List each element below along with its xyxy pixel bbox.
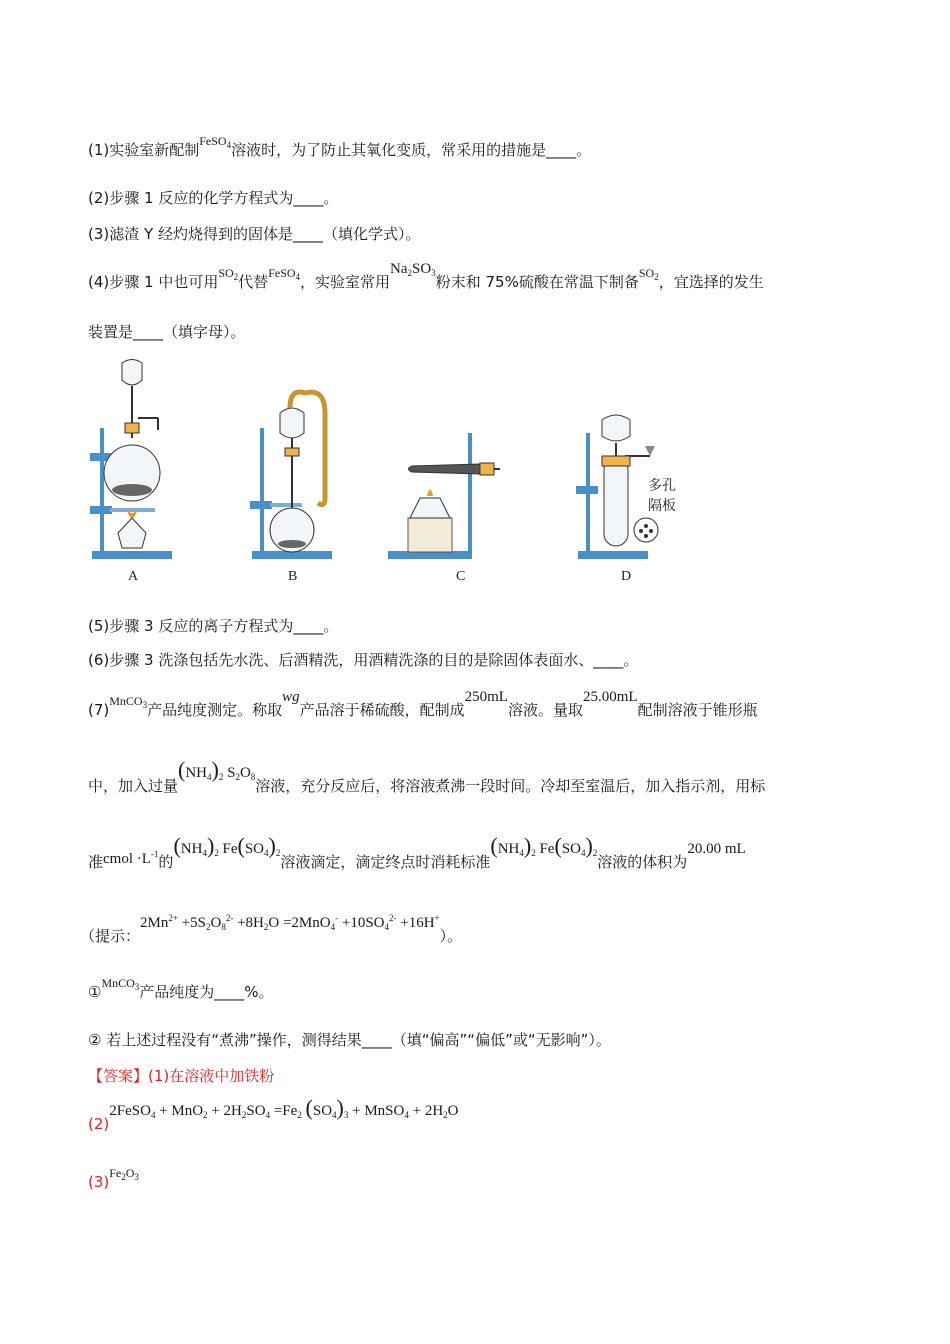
formula-mohr-salt: $(NH_4)_2$ $Fe(SO_4)_2$ [173,833,281,858]
apparatus-b [250,392,332,584]
question-7-hint: （提示：$2Mn^{2+} +5S_2O_8^{2-} +8H_2O =2MnO_4^- +10SO_4^{2-} +16H^+$）。 [80,913,463,945]
formula-feso4: FeSO4 [199,134,232,150]
question-5: (5)步骤 3 反应的离子方程式为____。 [88,617,339,635]
sub-question-2: ② 若上述过程没有“煮沸”操作，测得结果____（填“偏高”“偏低”或“无影响”）。 [88,1031,611,1049]
label-d: D [621,569,632,584]
label-d-note-2: 隔板 [648,498,676,514]
formula-feso4: FeSO4 [268,266,301,282]
question-4: (4)步骤 1 中也可用$^{SO_2}$代替$^{FeSO_4}$，实验室常用$Na_2SO_3$粉末和 75%硫酸在常温下制备$^{SO_2}$，宜选择的发生 [88,261,764,291]
formula-so2: SO2 [638,266,659,282]
question-4-line2: 装置是____（填字母）。 [88,323,246,341]
question-3: (3)滤渣 Y 经灼烧得到的固体是____（填化学式）。 [88,225,421,243]
question-2: (2)步骤 1 反应的化学方程式为____。 [88,189,339,207]
question-6: (6)步骤 3 洗涤包括先水洗、后酒精洗，用酒精洗涤的目的是除固体表面水、____。 [88,651,639,669]
apparatus-c [388,433,500,584]
apparatus-diagram [80,358,700,593]
formula-persulfate: $(NH_4)_2$ $S_2O_8$ [178,757,256,782]
label-c: C [456,569,466,584]
answer-3: $(3)^{Fe_2O_3}$ [88,1166,139,1191]
apparatus-d [576,415,676,584]
answer-1: 【答案】(1)在溶液中加铁粉 [88,1067,275,1085]
label-b: B [288,569,298,584]
formula-mohr-salt: $(NH_4)_2$ $Fe(SO_4)_2$ [490,833,598,858]
formula-mnco3: MnCO3 [101,976,140,992]
hint-equation: $2Mn^{2+} +5S_2O_8^{2-} +8H_2O =2MnO_4^- +10SO_4^{2-} +16H^+$ [140,913,440,932]
question-7-line2: 中，加入过量$(NH_4)_2$ $S_2O_8$溶液，充分反应后，将溶液煮沸一段时间。冷却至室温后，加入指示剂，用标 [88,757,766,795]
formula-so2: SO2 [218,266,239,282]
answer-2: (2)2FeSO$_4$ + $MnO_2 + 2H_2SO_4 =Fe_2$ $(SO_4)_3$ + MnSO$_4$ + $2H_2O$ [88,1095,459,1133]
answer-2-equation: 2FeSO$_4$ + $MnO_2 + 2H_2SO_4 =Fe_2$ $(SO_4)_3$ + MnSO$_4$ + $2H_2O$ [109,1095,459,1120]
apparatus-a [90,360,172,585]
label-d-note-1: 多孔 [648,478,676,494]
question-7: $(7)^{MnCO_3}$产品纯度测定。称取wg产品溶于稀硫酸，配制成250mL溶液。量取25.00mL配制溶液于锥形瓶 [88,689,758,719]
formula-mnco3: MnCO3 [109,694,148,710]
answer-3-formula: Fe2O3 [109,1166,139,1182]
question-1: (1)实验室新配制$^{FeSO_4}$溶液时，为了防止其氧化变质，常采用的措施是____。 [88,134,592,159]
sub-question-1: ①$^{MnCO_3}$产品纯度为____%。 [88,976,274,1001]
question-7-line3: 准cmol $\cdot L^{-1}$的$(NH_4)_2$ $Fe(SO_4)_2$溶液滴定，滴定终点时消耗标准$(NH_4)_2$ $Fe(SO_4)_2$溶液的体积为20.00 mL [88,833,746,871]
label-a: A [128,569,139,584]
formula-na2so3: $Na_2SO_3$ [390,261,436,278]
